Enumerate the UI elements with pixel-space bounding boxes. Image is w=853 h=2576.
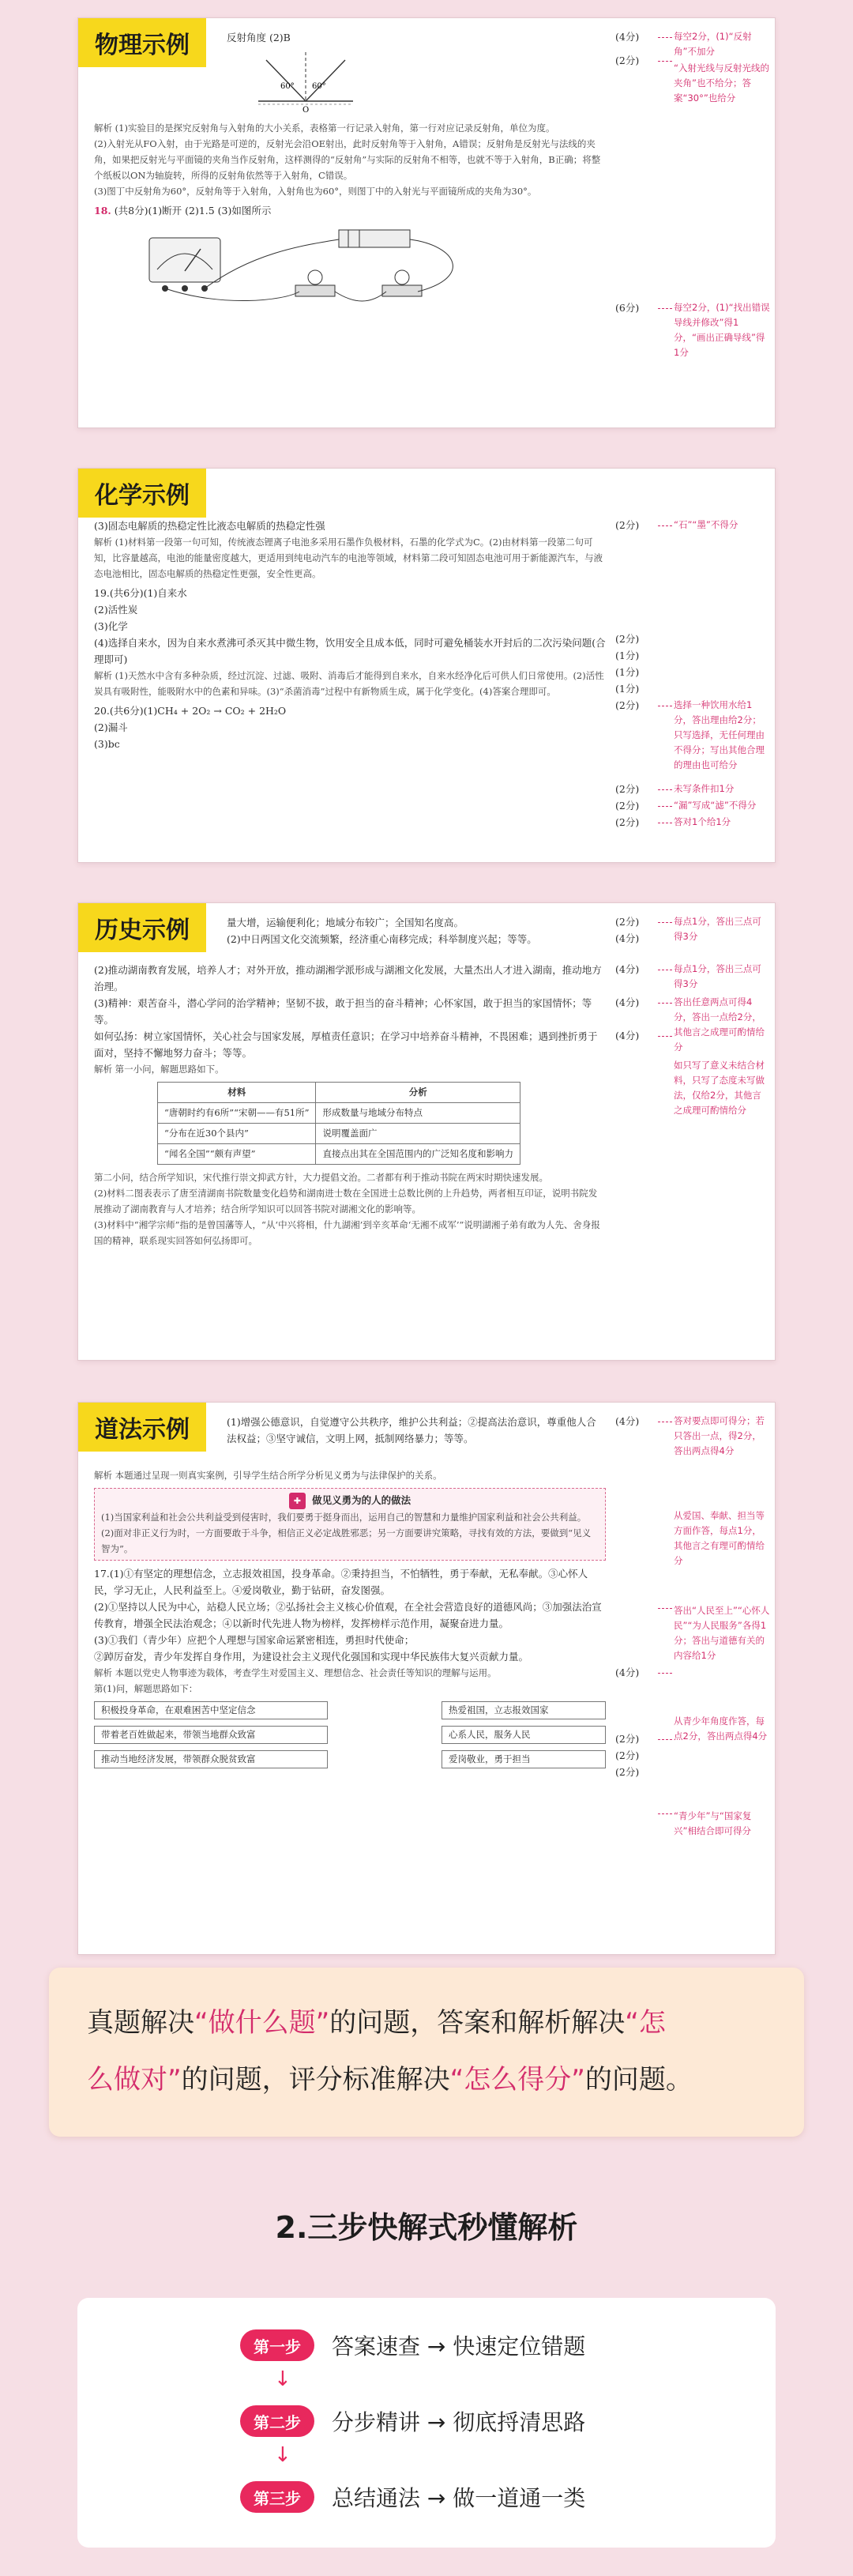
score-value: (1分) (615, 666, 640, 678)
analysis-text: 解析 本题以党史人物事迹为载体，考查学生对爱国主义、理想信念、社会责任等知识的理解与运用。 (94, 1667, 497, 1678)
doc-line: (3)bc (94, 738, 120, 750)
banner-text: 的问题，评分标准解决 (181, 2064, 450, 2096)
question-line: 20.(共6分)(1)CH₄ + 2O₂ → CO₂ + 2H₂O (94, 705, 287, 717)
table-row (158, 1103, 520, 1124)
score-value: (1分) (615, 683, 640, 695)
section-title: 2.三步快解式秒懂解析 (275, 2210, 578, 2245)
doc-line: (2)漏斗 (94, 721, 128, 733)
scoring-note: 答出任意两点可得4分，答出一点给2分，其他言之成理可酌情给分 (674, 996, 765, 1053)
scoring-note: 答对1个给1分 (674, 816, 731, 827)
chemistry-example-card (77, 468, 776, 863)
scoring-note: “青少年”与“国家复兴”相结合即可得分 (674, 1810, 752, 1836)
tip-text: (1)当国家利益和社会公共利益受到侵害时，我们要勇于挺身而出，运用自己的智慧和力量维护国家利益和社会公共利益。 (101, 1512, 587, 1523)
circuit-diagram (141, 222, 606, 314)
scoring-note: 每点1分，答出三点可得3分 (674, 963, 761, 989)
step-item (240, 2405, 585, 2437)
physics-doc (94, 29, 606, 317)
scoring-note: 从青少年角度作答，每点2分，答出两点得4分 (674, 1715, 768, 1742)
civics-example-tag: 道法示例 (78, 1403, 206, 1452)
banner-highlight: “怎么得分” (449, 2064, 585, 2096)
score-value: (2分) (615, 783, 640, 795)
scoring-note: “漏”写成“滤”不得分 (674, 800, 757, 811)
score-value: (2分) (615, 816, 640, 828)
question-number: 18. (94, 205, 111, 217)
knowledge-tip-box (94, 1488, 606, 1561)
banner-line (87, 1994, 766, 2051)
score-value: (2分) (615, 1749, 640, 1761)
chemistry-doc (94, 518, 606, 752)
physics-example-card (77, 17, 776, 428)
scoring-note: 如只写了意义未结合材料，只写了态度未写做法，仅给2分，其他言之成理可酌情给分 (674, 1060, 765, 1116)
table-cell: 直接点出其在全国范围内的广泛知名度和影响力 (316, 1144, 520, 1165)
banner-text: 真题解决 (87, 2007, 194, 2039)
table-cell: “唐朝时约有6所”“宋朝——有51所” (158, 1103, 316, 1124)
scoring-note: “石”“墨”不得分 (674, 519, 738, 530)
score-value: (2分) (615, 633, 640, 645)
doc-line: (3)化学 (94, 620, 128, 632)
banner-text: 的问题。 (584, 2064, 693, 2096)
analysis-text: 第二小问，结合所学知识，宋代推行崇文抑武方针，大力提倡文治。二者都有利于推动书院在两宋时期快速发展。 (94, 1172, 548, 1183)
scoring-note: 每空2分，(1)“找出错误导线并修改”得1分，“画出正确导线”得1分 (674, 302, 770, 358)
score-value: (2分) (615, 699, 640, 711)
table-header: 材料 (158, 1083, 316, 1103)
score-value: (2分) (615, 519, 640, 531)
banner-highlight: “怎 (625, 2007, 666, 2039)
question-answer: (共8分)(1)断开 (2)1.5 (3)如图所示 (114, 205, 272, 217)
scoring-note: 从爱国、奉献、担当等方面作答，每点1分，其他言之有理可酌情给分 (674, 1510, 765, 1566)
doc-line: (3)①我们（青少年）应把个人理想与国家命运紧密相连，勇担时代使命； (94, 1634, 415, 1646)
doc-line: (4)选择自来水，因为自来水煮沸可杀灭其中微生物，饮用安全且成本低，同时可避免桶装水开封后的二次污染问题(合理即可) (94, 637, 606, 665)
chemistry-example-tag: 化学示例 (78, 469, 206, 518)
step-item (240, 2329, 585, 2361)
doc-line: ②踔厉奋发，青少年发挥自身作用，为建设社会主义现代化强国和实现中华民族伟大复兴贡献力量。 (94, 1651, 529, 1663)
scoring-note: 未写条件扣1分 (674, 783, 735, 794)
angle-label: 60° (280, 82, 295, 91)
table-cell: “分布在近30个县内” (158, 1124, 316, 1144)
score-value: (4分) (615, 31, 640, 43)
scoring-note: 选择一种饮用水给1分，答出理由给2分；只写选择，无任何理由不得分；写出其他合理的理由也可给分 (674, 699, 765, 770)
history-example-tag: 历史示例 (78, 903, 206, 952)
tip-text: (2)面对非正义行为时，一方面要敢于斗争，相信正义必定战胜邪恶；另一方面要讲究策略，寻找有效的方法，要做到“见义智为”。 (101, 1527, 592, 1554)
analysis-text: 解析 (1)天然水中含有多种杂质，经过沉淀、过滤、吸附、消毒后才能得到自来水，自来水经净化后可供人们日常使用。(2)活性炭具有吸附性，能吸附水中的色素和异味。(3)“杀菌消毒”过程中有新物质生成，属于化学变化。(4)答案合理即可。 (94, 670, 604, 697)
score-value: (2分) (615, 800, 640, 812)
score-value: (2分) (615, 916, 640, 928)
doc-line: (2)推动湖南教育发展，培养人才；对外开放，推动湖湘学派形成与湖湘文化发展，大量杰出人才进入湖南，推动地方治理。 (94, 964, 602, 992)
civics-example-card (77, 1402, 776, 1955)
table-cell: 形成数量与地域分布特点 (316, 1103, 520, 1124)
knowledge-tip-icon: ✚ (289, 1493, 306, 1509)
step-text: 分步精讲 → 彻底捋清思路 (332, 2409, 586, 2435)
score-value: (4分) (615, 1666, 640, 1678)
flow-box: 爱岗敬业，勇于担当 (442, 1750, 606, 1768)
scoring-note: 答出“人民至上”“心怀人民”“为人民服务”各得1分；答出与道德有关的内容给1分 (674, 1605, 770, 1661)
analysis-text: 解析 (1)实验目的是探究反射角与入射角的大小关系，表格第一行记录入射角，第一行对应记录反射角，单位为度。 (94, 122, 555, 134)
score-value: (4分) (615, 963, 640, 975)
table-header: 分析 (316, 1083, 520, 1103)
score-value: (1分) (615, 650, 640, 661)
scoring-note: 每空2分，(1)“反射角”不加分 (674, 31, 752, 57)
table-row (158, 1124, 520, 1144)
tip-title: 做见义勇为的人的做法 (312, 1494, 411, 1506)
step-item (240, 2481, 585, 2513)
score-value: (4分) (615, 932, 640, 944)
flow-box: 带着老百姓做起来，带领当地群众致富 (94, 1726, 328, 1744)
analysis-text: (2)材料二图表表示了唐至清湖南书院数量变化趋势和湖南进士数在全国进士总数比例的上升趋势，两者相互印证，说明书院发展推动了湖南教育与人才培养；结合所学知识可以回答书院对湖湘文化的影响等。 (94, 1188, 598, 1215)
score-value: (2分) (615, 55, 640, 66)
point-label: O (302, 106, 310, 112)
score-value: (4分) (615, 996, 640, 1008)
step-label: 第三步 (240, 2481, 314, 2513)
doc-line: 如何弘扬：树立家国情怀，关心社会与国家发展，厚植责任意识；在学习中培养奋斗精神，不畏困难；遇到挫折勇于面对，坚持不懈地努力奋斗；等等。 (94, 1030, 598, 1059)
banner-line (87, 2051, 766, 2108)
step-text: 总结通法 → 做一道通一类 (332, 2485, 586, 2511)
banner-highlight: 么做对” (87, 2064, 182, 2096)
scoring-note: “入射光线与反射光线的夹角”也不给分；答案“30°”也给分 (674, 62, 769, 104)
score-value: (4分) (615, 1415, 640, 1427)
doc-line: 量大增，运输便利化；地域分布较广；全国知名度高。 (227, 917, 464, 928)
history-example-card (77, 902, 776, 1361)
analysis-text: (3)材料中“湘学宗师”指的是曾国藩等人，“从‘中兴将相，什九湖湘’到辛亥革命‘无湘不成军’”说明湖湘子弟有敢为人先、舍身报国的精神，联系现实回答如何弘扬即可。 (94, 1219, 600, 1246)
analysis-text: (3)图丁中反射角为60°，反射角等于入射角，入射角也为60°，则图丁中的入射光与平面镜所成的夹角为30°。 (94, 186, 537, 197)
score-value: (2分) (615, 1733, 640, 1745)
doc-line: (2)中日两国文化交流频繁，经济重心南移完成；科举制度兴起；等等。 (227, 933, 537, 945)
step-label: 第一步 (240, 2329, 314, 2361)
doc-line: (2)①坚持以人民为中心，站稳人民立场；②弘扬社会主义核心价值观，在全社会营造良好的道德风尚；③加强法治宣传教育，增强全民法治观念；④以新时代先进人物为榜样，发挥榜样示范作用，凝聚奋进力量。 (94, 1601, 602, 1629)
banner-highlight: “做什么题” (194, 2007, 330, 2039)
scoring-note: 答对要点即可得分；若只答出一点，得2分，答出两点得4分 (674, 1415, 765, 1456)
doc-line: 反射角度 (2)B (227, 32, 291, 43)
analysis-table (157, 1082, 520, 1165)
flow-box: 推动当地经济发展，带领群众脱贫致富 (94, 1750, 328, 1768)
summary-banner (49, 1968, 804, 2137)
doc-line: (2)活性炭 (94, 604, 138, 616)
flow-box: 积极投身革命，在艰难困苦中坚定信念 (94, 1701, 328, 1719)
doc-line: (3)精神：艰苦奋斗，潜心学问的治学精神；坚韧不拔，敢于担当的奋斗精神；心怀家国，敢于担当的家国情怀；等等。 (94, 997, 592, 1026)
score-value: (6分) (615, 302, 640, 314)
solution-flowchart (94, 1701, 606, 1768)
step-text: 答案速查 → 快速定位错题 (332, 2333, 586, 2359)
arrow-down-icon: ↓ (274, 2443, 291, 2467)
doc-line: (1)增强公德意识，自觉遵守公共秩序，维护公共利益；②提高法治意识，尊重他人合法权益；③坚守诚信，文明上网，抵制网络暴力；等等。 (227, 1416, 596, 1444)
table-row (158, 1144, 520, 1165)
civics-doc (94, 1414, 606, 1775)
table-cell: 说明覆盖面广 (316, 1124, 520, 1144)
question-line: 19.(共6分)(1)自来水 (94, 587, 187, 599)
table-cell: “闻名全国”“颇有声望” (158, 1144, 316, 1165)
analysis-text: 解析 (1)材料第一段第一句可知，传统液态锂离子电池多采用石墨作负极材料，石墨的化学式为C。(2)由材料第一段第二句可知，比容量越高，电池的能量密度越大，更适用到纯电动汽车的电池等领域，材料第二段可知固态电池可用于新能源汽车，与液态电池相比，固态电解质的热稳定性更强，安全性更高。 (94, 537, 603, 579)
analysis-text: 解析 本题通过呈现一则真实案例，引导学生结合所学分析见义勇为与法律保护的关系。 (94, 1470, 442, 1481)
score-value: (2分) (615, 1766, 640, 1778)
analysis-text: 第(1)问，解题思路如下： (94, 1683, 198, 1694)
flow-box: 热爱祖国，立志报效国家 (442, 1701, 606, 1719)
analysis-text: 解析 第一小问，解题思路如下。 (94, 1064, 224, 1075)
scoring-note: 每点1分，答出三点可得3分 (674, 916, 761, 942)
question-line (94, 202, 606, 219)
physics-example-tag: 物理示例 (78, 18, 206, 67)
arrow-down-icon: ↓ (274, 2367, 291, 2391)
flow-box: 心系人民，服务人民 (442, 1726, 606, 1744)
angle-label: 60° (312, 82, 326, 91)
analysis-text: (2)入射光从FO入射，由于光路是可逆的，反射光会沿OE射出，此时反射角等于入射角，A错误；反射角是反射光与法线的夹角，如果把反射光与平面镜的夹角当作反射角，这样测得的“反射角”与实际的反射角不相等，也就不等于入射角，B正确；将整个纸板以ON为轴旋转，所得的反射角依然等于入射角，C错误。 (94, 138, 601, 181)
steps-card (77, 2298, 776, 2548)
banner-text: 的问题，答案和解析解决 (329, 2007, 626, 2039)
history-doc (94, 914, 606, 1248)
reflection-diagram (227, 49, 606, 117)
doc-line: (3)固态电解质的热稳定性比液态电解质的热稳定性强 (94, 520, 325, 532)
score-value: (4分) (615, 1030, 640, 1041)
step-label: 第二步 (240, 2405, 314, 2437)
question-line: 17.(1)①有坚定的理想信念，立志报效祖国，投身革命。②秉持担当，不怕牺牲，勇于奉献，无私奉献。③心怀人民，学习无止，人民利益至上。④爱岗敬业，勤于钻研，奋发图强。 (94, 1568, 588, 1596)
